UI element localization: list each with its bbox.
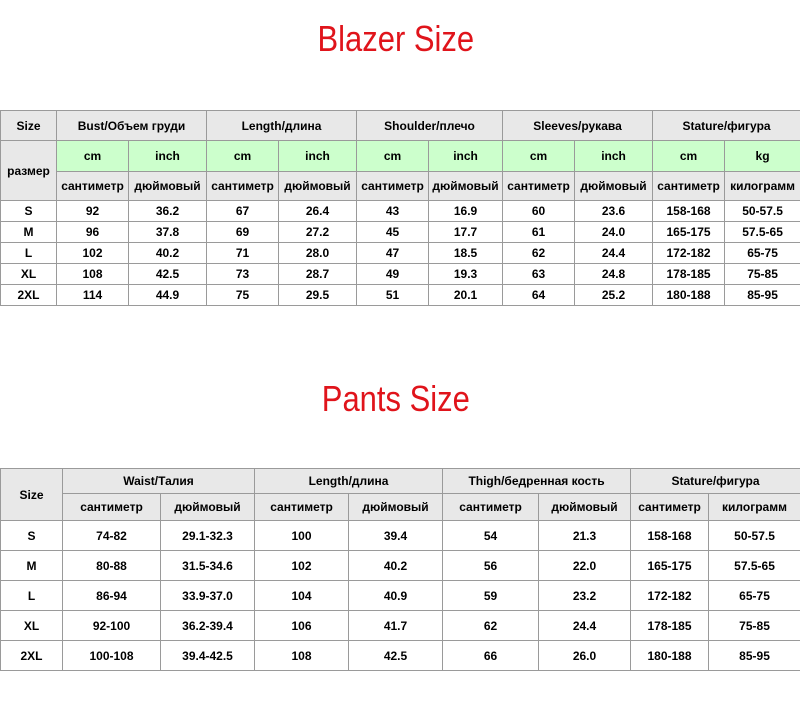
value-cell: 102	[255, 551, 349, 581]
pants-size-table	[0, 468, 800, 671]
size-header: Size	[1, 111, 57, 141]
value-cell: 43	[357, 201, 429, 222]
unit-ru-cell: сантиметр	[207, 172, 279, 201]
value-cell: 59	[443, 581, 539, 611]
value-cell: 18.5	[429, 243, 503, 264]
value-cell: 28.7	[279, 264, 357, 285]
value-cell: 66	[443, 641, 539, 671]
value-cell: 65-75	[725, 243, 800, 264]
value-cell: 36.2	[129, 201, 207, 222]
value-cell: 85-95	[725, 285, 800, 306]
blazer-unit-ru-row	[1, 172, 800, 201]
value-cell: 178-185	[631, 611, 709, 641]
unit-cell: cm	[503, 141, 575, 172]
value-cell: 180-188	[631, 641, 709, 671]
value-cell: 104	[255, 581, 349, 611]
unit-cell: cm	[207, 141, 279, 172]
size-cell: L	[1, 243, 57, 264]
group-header-waist: Waist/Талия	[63, 469, 255, 494]
unit-ru-cell: дюймовый	[161, 494, 255, 521]
value-cell: 29.5	[279, 285, 357, 306]
value-cell: 31.5-34.6	[161, 551, 255, 581]
size-cell: S	[1, 201, 57, 222]
value-cell: 96	[57, 222, 129, 243]
value-cell: 39.4	[349, 521, 443, 551]
group-header-length: Length/длина	[207, 111, 357, 141]
unit-ru-cell: дюймовый	[129, 172, 207, 201]
value-cell: 100-108	[63, 641, 161, 671]
group-header-thigh: Thigh/бедренная кость	[443, 469, 631, 494]
value-cell: 86-94	[63, 581, 161, 611]
value-cell: 37.8	[129, 222, 207, 243]
unit-cell: inch	[279, 141, 357, 172]
unit-ru-cell: сантиметр	[57, 172, 129, 201]
unit-cell: cm	[357, 141, 429, 172]
unit-cell: kg	[725, 141, 800, 172]
value-cell: 25.2	[575, 285, 653, 306]
size-cell: S	[1, 521, 63, 551]
value-cell: 178-185	[653, 264, 725, 285]
value-cell: 108	[57, 264, 129, 285]
value-cell: 80-88	[63, 551, 161, 581]
value-cell: 51	[357, 285, 429, 306]
unit-ru-cell: дюймовый	[279, 172, 357, 201]
value-cell: 39.4-42.5	[161, 641, 255, 671]
unit-ru-cell: килограмм	[709, 494, 800, 521]
value-cell: 50-57.5	[725, 201, 800, 222]
value-cell: 73	[207, 264, 279, 285]
value-cell: 24.0	[575, 222, 653, 243]
table-row	[1, 551, 800, 581]
value-cell: 114	[57, 285, 129, 306]
unit-ru-cell: килограмм	[725, 172, 800, 201]
value-cell: 158-168	[653, 201, 725, 222]
unit-ru-cell: сантиметр	[503, 172, 575, 201]
value-cell: 49	[357, 264, 429, 285]
value-cell: 57.5-65	[725, 222, 800, 243]
value-cell: 75-85	[709, 611, 800, 641]
value-cell: 62	[443, 611, 539, 641]
size-header-ru: размер	[1, 141, 57, 201]
value-cell: 27.2	[279, 222, 357, 243]
size-cell: L	[1, 581, 63, 611]
value-cell: 26.0	[539, 641, 631, 671]
pants-unit-ru-row	[1, 494, 800, 521]
value-cell: 74-82	[63, 521, 161, 551]
value-cell: 172-182	[653, 243, 725, 264]
value-cell: 106	[255, 611, 349, 641]
size-cell: XL	[1, 611, 63, 641]
value-cell: 45	[357, 222, 429, 243]
group-header-shoulder: Shoulder/плечо	[357, 111, 503, 141]
pants-group-header-row	[1, 469, 800, 494]
value-cell: 69	[207, 222, 279, 243]
value-cell: 23.2	[539, 581, 631, 611]
blazer-size-table	[0, 110, 800, 306]
value-cell: 71	[207, 243, 279, 264]
value-cell: 24.8	[575, 264, 653, 285]
group-header-stature: Stature/фигура	[653, 111, 800, 141]
value-cell: 54	[443, 521, 539, 551]
value-cell: 60	[503, 201, 575, 222]
unit-ru-cell: сантиметр	[63, 494, 161, 521]
value-cell: 24.4	[575, 243, 653, 264]
group-header-bust: Bust/Объем груди	[57, 111, 207, 141]
unit-ru-cell: дюймовый	[429, 172, 503, 201]
size-cell: 2XL	[1, 285, 57, 306]
unit-ru-cell: дюймовый	[539, 494, 631, 521]
unit-cell: cm	[57, 141, 129, 172]
value-cell: 92	[57, 201, 129, 222]
unit-cell: inch	[575, 141, 653, 172]
value-cell: 75	[207, 285, 279, 306]
value-cell: 29.1-32.3	[161, 521, 255, 551]
value-cell: 63	[503, 264, 575, 285]
value-cell: 65-75	[709, 581, 800, 611]
value-cell: 64	[503, 285, 575, 306]
value-cell: 21.3	[539, 521, 631, 551]
value-cell: 92-100	[63, 611, 161, 641]
value-cell: 24.4	[539, 611, 631, 641]
unit-cell: inch	[129, 141, 207, 172]
value-cell: 40.2	[129, 243, 207, 264]
value-cell: 47	[357, 243, 429, 264]
table-row	[1, 581, 800, 611]
value-cell: 33.9-37.0	[161, 581, 255, 611]
value-cell: 17.7	[429, 222, 503, 243]
size-header: Size	[1, 469, 63, 521]
unit-ru-cell: сантиметр	[357, 172, 429, 201]
value-cell: 102	[57, 243, 129, 264]
value-cell: 42.5	[129, 264, 207, 285]
value-cell: 19.3	[429, 264, 503, 285]
value-cell: 158-168	[631, 521, 709, 551]
table-row	[1, 243, 800, 264]
value-cell: 56	[443, 551, 539, 581]
value-cell: 50-57.5	[709, 521, 800, 551]
group-header-sleeves: Sleeves/рукава	[503, 111, 653, 141]
table-row	[1, 264, 800, 285]
value-cell: 61	[503, 222, 575, 243]
unit-ru-cell: сантиметр	[443, 494, 539, 521]
unit-ru-cell: дюймовый	[349, 494, 443, 521]
value-cell: 165-175	[631, 551, 709, 581]
value-cell: 172-182	[631, 581, 709, 611]
table-row	[1, 285, 800, 306]
value-cell: 42.5	[349, 641, 443, 671]
size-cell: M	[1, 222, 57, 243]
value-cell: 22.0	[539, 551, 631, 581]
blazer-group-header-row	[1, 111, 800, 141]
value-cell: 108	[255, 641, 349, 671]
value-cell: 67	[207, 201, 279, 222]
unit-cell: inch	[429, 141, 503, 172]
table-row	[1, 222, 800, 243]
value-cell: 23.6	[575, 201, 653, 222]
table-row	[1, 201, 800, 222]
unit-ru-cell: дюймовый	[575, 172, 653, 201]
value-cell: 40.2	[349, 551, 443, 581]
value-cell: 100	[255, 521, 349, 551]
size-cell: M	[1, 551, 63, 581]
value-cell: 40.9	[349, 581, 443, 611]
value-cell: 180-188	[653, 285, 725, 306]
group-header-stature: Stature/фигура	[631, 469, 800, 494]
pants-size-title: Pants Size	[321, 378, 470, 419]
value-cell: 41.7	[349, 611, 443, 641]
value-cell: 28.0	[279, 243, 357, 264]
value-cell: 26.4	[279, 201, 357, 222]
value-cell: 62	[503, 243, 575, 264]
value-cell: 44.9	[129, 285, 207, 306]
value-cell: 57.5-65	[709, 551, 800, 581]
blazer-size-title: Blazer Size	[317, 18, 475, 59]
unit-ru-cell: сантиметр	[255, 494, 349, 521]
value-cell: 75-85	[725, 264, 800, 285]
table-row	[1, 521, 800, 551]
size-cell: 2XL	[1, 641, 63, 671]
value-cell: 16.9	[429, 201, 503, 222]
table-row	[1, 641, 800, 671]
unit-ru-cell: сантиметр	[653, 172, 725, 201]
value-cell: 36.2-39.4	[161, 611, 255, 641]
group-header-length: Length/длина	[255, 469, 443, 494]
value-cell: 85-95	[709, 641, 800, 671]
value-cell: 165-175	[653, 222, 725, 243]
unit-ru-cell: сантиметр	[631, 494, 709, 521]
unit-cell: cm	[653, 141, 725, 172]
blazer-unit-row	[1, 141, 800, 172]
size-cell: XL	[1, 264, 57, 285]
table-row	[1, 611, 800, 641]
value-cell: 20.1	[429, 285, 503, 306]
